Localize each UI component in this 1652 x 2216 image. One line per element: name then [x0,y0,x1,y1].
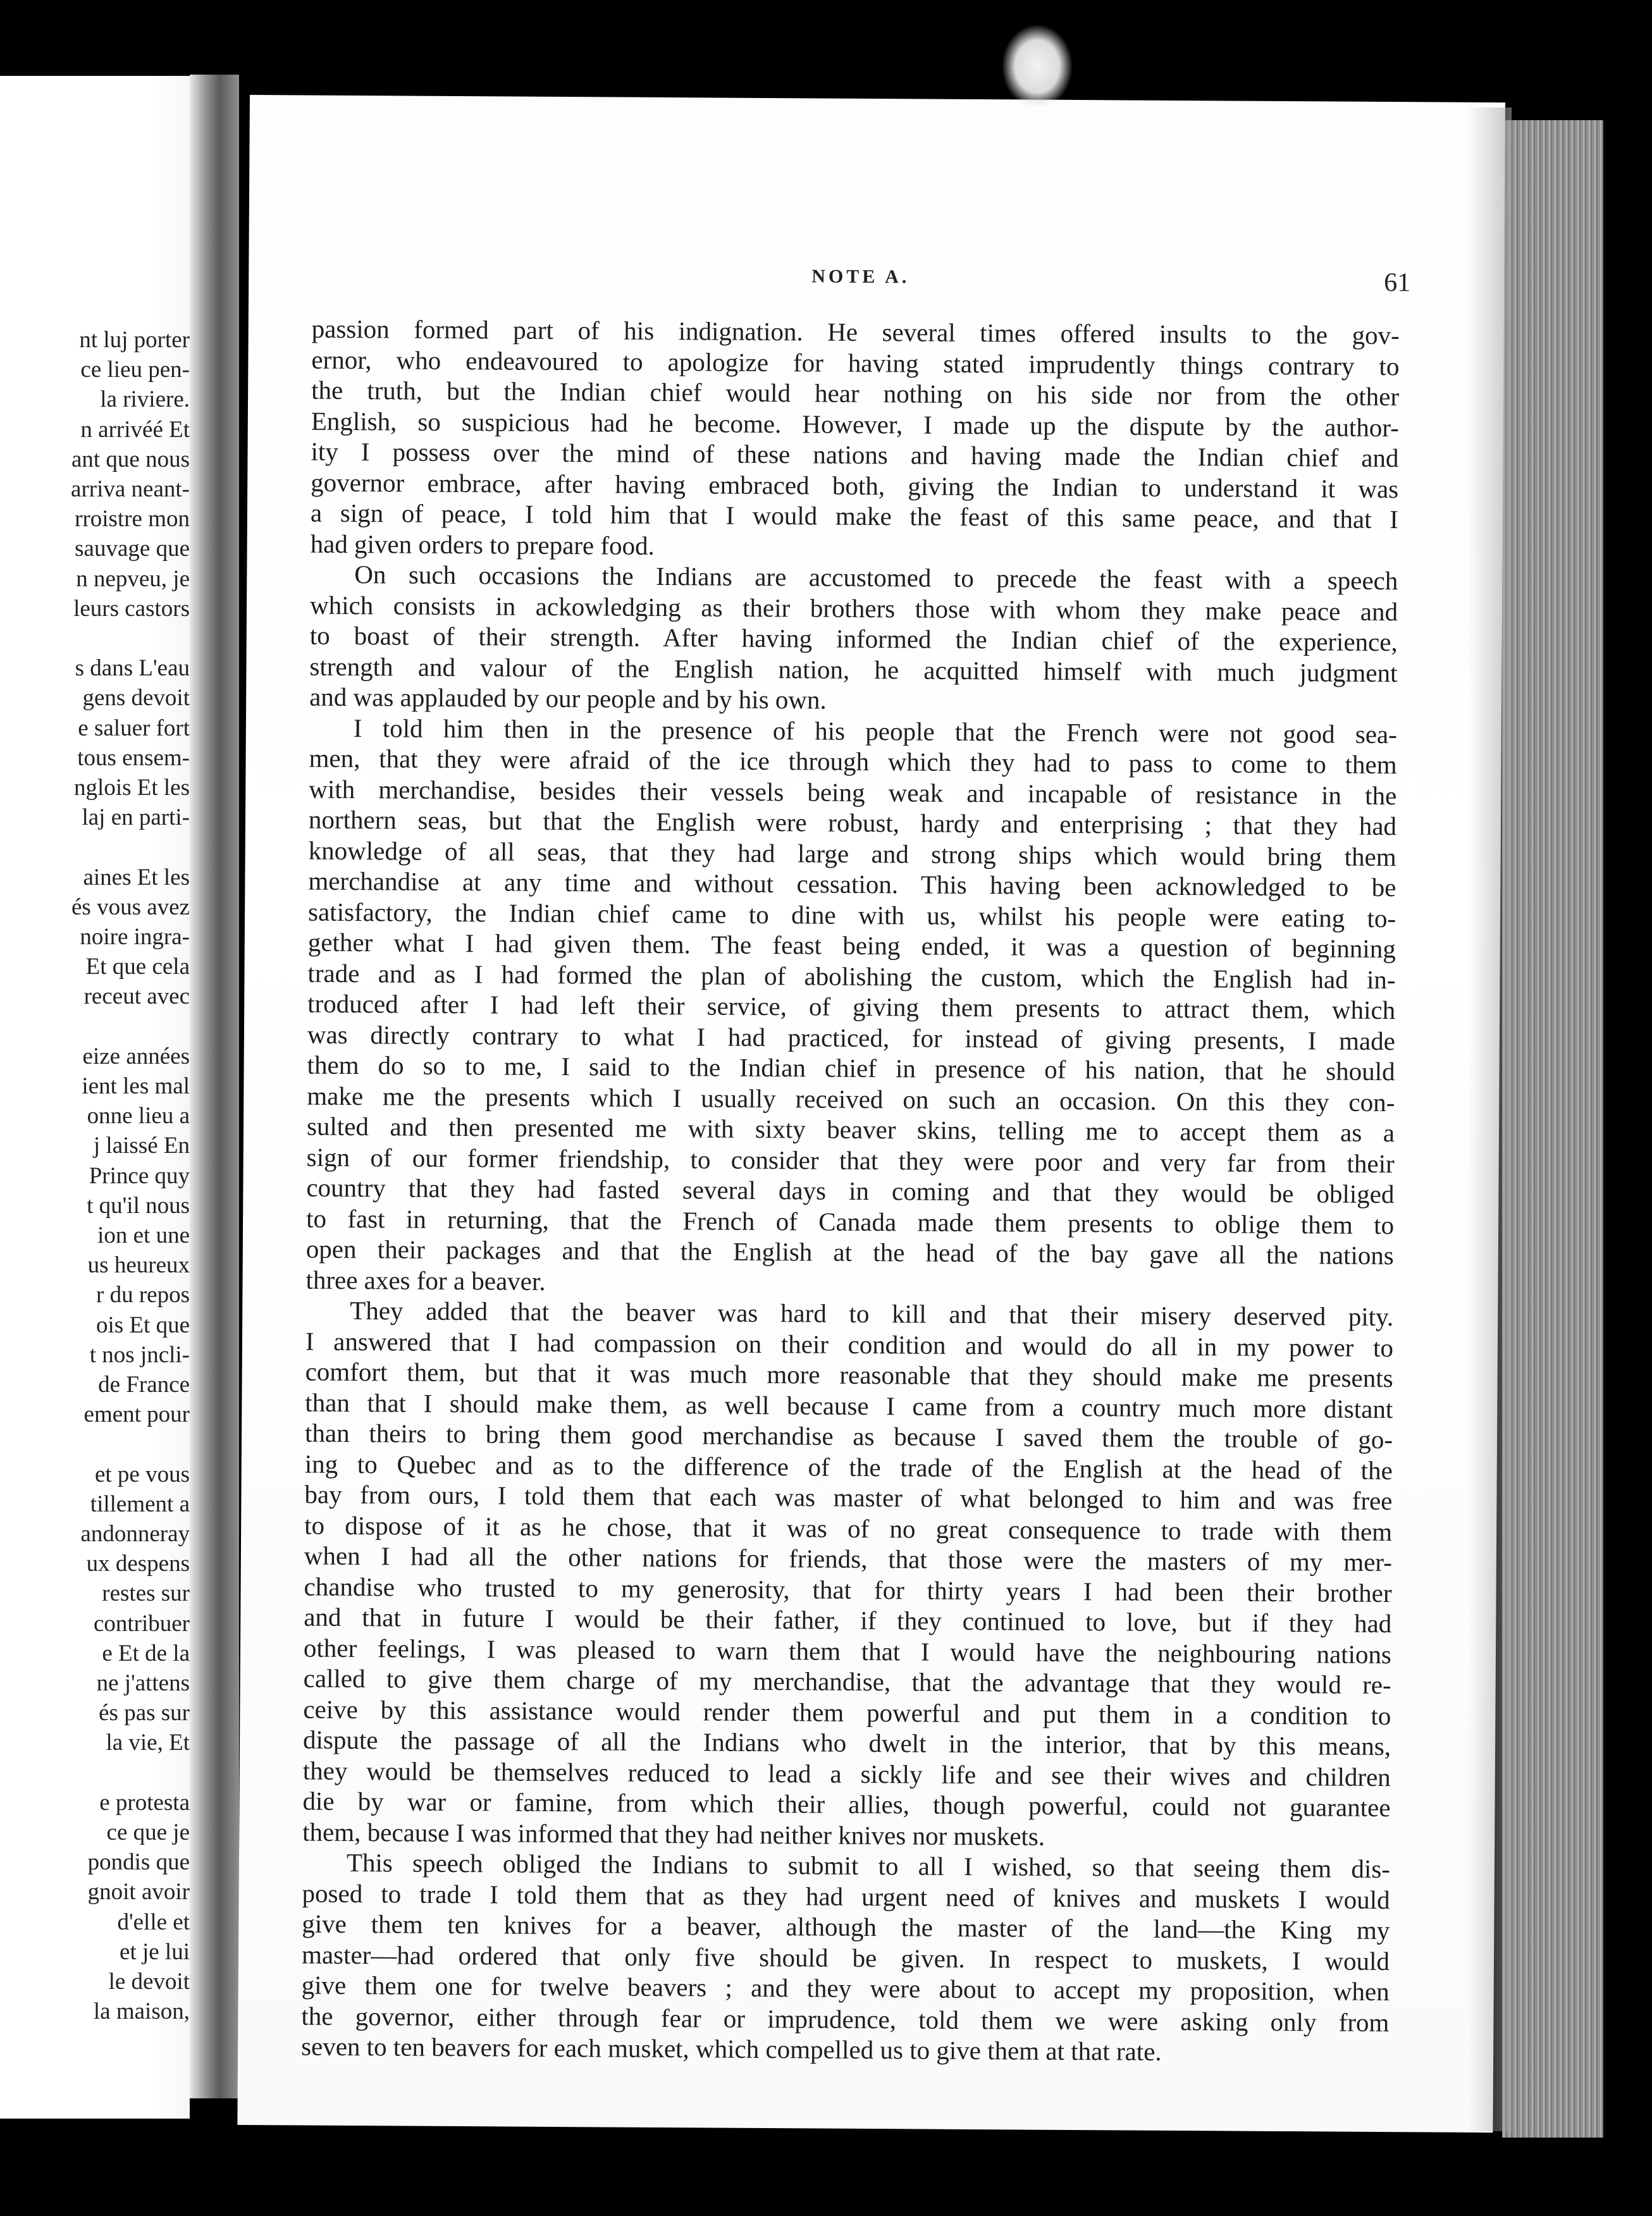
left-page-line: onne lieu a [87,1103,190,1130]
left-page-line: t qu'il nous [87,1192,190,1219]
left-page-line: la maison, [93,1998,190,2025]
text-line: knowledge of all seas, that they had large and strong ships which would bring them [308,835,1396,871]
left-page-line: Prince quy [89,1162,190,1189]
left-page-line: rroistre mon [75,506,190,532]
text-line: bay from ours, I told them that each was master of what belonged to him and was free [304,1479,1393,1516]
left-page-line: ois Et que [96,1312,190,1338]
left-page-line: r du repos [96,1282,190,1308]
page-number: 61 [1384,268,1411,298]
body-text [301,314,1400,2069]
text-line: to dispose of it as he chose, that it was of no great consequence to trade with them [304,1510,1393,1546]
text-line: comfort them, but that it was much more reasonable that they should make me presents [305,1357,1393,1393]
text-line: trade and as I had formed the plan of abolishing the custom, which the English had in- [307,958,1396,994]
text-line: other feelings, I was pleased to warn them that I would have the neighbouring nations [303,1633,1392,1669]
text-line: seven to ten beavers for each musket, which compelled us to give them at that rate. [301,2031,1162,2066]
text-line: This speech obliged the Indians to submit to all I wished, so that seeing them dis- [346,1847,1391,1884]
left-page-line: ement pour [83,1401,190,1428]
running-head: NOTE A. [811,266,910,288]
left-page-line: ne j'attens [96,1670,190,1696]
text-line: governor embrace, after having embraced both, giving the Indian to understand it was [311,467,1399,503]
text-line: three axes for a beaver. [305,1265,546,1296]
main-page [237,95,1505,2133]
left-page-line: ce que je [106,1819,190,1845]
text-line: with merchandise, besides their vessels being weak and incapable of resistance in the [309,774,1397,810]
left-page-line: nt luj porter [79,327,190,353]
text-line: strength and valour of the English nation, he acquitted himself with much judgment [309,651,1398,687]
paragraph [301,1847,1390,2069]
text-line: when I had all the other nations for friends, that those were the masters of my mer- [304,1541,1393,1577]
text-line: ity I possess over the mind of these nations and having made the Indian chief and [311,436,1399,473]
text-line: had given orders to prepare food. [310,529,655,560]
left-page-line: n nepveu, je [76,565,190,592]
left-page-line: ient les mal [82,1073,190,1099]
left-page-line: és pas sur [99,1700,190,1727]
page-stack-edge [1502,120,1603,2138]
text-line: die by war or famine, from which their allies, though powerful, could not guarantee [302,1786,1391,1823]
left-page-line: j laissé En [93,1133,190,1159]
text-line: than theirs to bring them good merchandise as because I saved them the trouble of go- [304,1418,1393,1455]
left-page-line: et je lui [120,1938,190,1965]
left-page-line: et pe vous [94,1461,190,1487]
left-page-line: sauvage que [75,536,190,562]
text-line: On such occasions the Indians are accustomed to precede the feast with a speech [354,560,1398,596]
left-page-line: nglois Et les [74,775,190,801]
text-line: give them ten knives for a beaver, although the master of the land—the King my [302,1909,1390,1945]
text-line: northern seas, but that the English were robust, hardy and enterprising ; that they had [308,804,1397,841]
text-line: ernor, who endeavoured to apologize for having stated imprudently things contrary to [311,345,1400,381]
left-page-line: receut avec [83,983,190,1010]
left-page-line: arriva neant- [71,476,190,502]
paragraph [305,712,1397,1302]
left-page-line: leurs castors [73,595,190,622]
text-line: was directly contrary to what I had practiced, for instead of giving presents, I made [307,1019,1396,1056]
text-line: I told him then in the presence of his people that the French were not good sea- [353,713,1398,749]
text-line: chandise who trusted to my generosity, that for thirty years I had been their brother [304,1572,1392,1608]
left-page-line: eize années [82,1043,190,1069]
left-page-line: és vous avez [71,894,190,920]
text-line: to boast of their strength. After having informed the Indian chief of the experience, [309,620,1398,657]
left-page-line: tillement a [90,1491,190,1517]
left-page-line: e Et de la [102,1640,190,1666]
text-line: gether what I had given them. The feast being ended, it was a question of beginning [307,927,1396,964]
text-line: and that in future I would be their father, if they continued to love, but if they had [304,1602,1392,1639]
text-line: master—had ordered that only five should be given. In respect to muskets, I would [301,1940,1390,1976]
text-line: sign of our former friendship, to consider that they were poor and very far from their [306,1142,1395,1178]
text-line: the truth, but the Indian chief would hear nothing on his side nor from the other [311,375,1400,412]
text-line: English, so suspicious had he become. However, I made up the dispute by the author- [311,406,1399,442]
paragraph [302,1295,1393,1854]
book-gutter [190,75,239,2098]
left-page-line: ux despens [86,1551,190,1577]
text-line: make me the presents which I usually received on such an occasion. On this they con- [307,1081,1395,1117]
left-page-line: n arrivéé Et [80,416,190,443]
text-line: dispute the passage of all the Indians who dwelt in the interior, that by this means, [302,1725,1391,1761]
left-page-line: laj en parti- [82,804,190,831]
page-edge-shadow [1467,108,1512,2131]
left-facing-page [0,76,190,2119]
text-line: to fast in returning, that the French of Canada made them presents to oblige them to [306,1203,1395,1240]
left-page-line: tous ensem- [77,744,190,771]
text-line: called to give them charge of my merchandise, that the advantage that they would re- [303,1663,1391,1700]
left-page-line: aines Et les [83,864,190,890]
text-line: them do so to me, I said to the Indian chief in presence of his nation, that he should [307,1050,1395,1086]
left-page-line: ant que nous [71,446,190,472]
text-line: merchandise at any time and without cessation. This having been acknowledged to be [308,866,1396,902]
text-line: a sign of peace, I told him that I would make the feast of this same peace, and that I [310,498,1399,534]
text-line: passion formed part of his indignation. He several times offered insults to the gov- [311,314,1400,350]
left-page-line: Et que cela [85,954,190,980]
left-page-line: ion et une [97,1222,190,1248]
left-page-line: gens devoit [82,685,190,711]
text-line: I answered that I had compassion on their condition and would do all in my power to [305,1326,1394,1362]
text-line: satisfactory, the Indian chief came to dine with us, whilst his people were eating to- [307,897,1396,933]
text-line: troduced after I had left their service, of giving them presents to attract them, which [307,988,1396,1025]
left-page-line: ce lieu pen- [80,357,190,383]
left-page-line: s dans L'eau [75,655,190,682]
text-line: They added that the beaver was hard to kill and that their misery deserved pity. [350,1296,1394,1332]
text-line: the governor, either through fear or imprudence, told them we were asking only from [301,2001,1390,2037]
left-page-line: andonneray [80,1521,190,1547]
left-page-line: restes sur [102,1580,190,1607]
text-line: posed to trade I told them that as they had urgent need of knives and muskets I would [302,1878,1390,1914]
left-page-line: us heureux [87,1252,190,1279]
left-page-line: e saluer fort [78,715,190,741]
paragraph [309,559,1398,719]
text-line: men, that they were afraid of the ice through which they had to pass to come to them [309,743,1397,780]
left-page-line: le devoit [108,1969,190,1995]
text-line: and was applauded by our people and by his own. [309,682,827,715]
text-line: than that I should make them, as well because I came from a country much more distant [305,1388,1393,1424]
left-page-line: la riviere. [100,386,190,413]
text-line: give them one for twelve beavers ; and they were about to accept my proposition, when [301,1970,1390,2007]
left-page-line: de France [98,1372,190,1398]
left-page-line: pondis que [87,1849,190,1876]
text-line: open their packages and that the English at the head of the bay gave all the nations [305,1234,1394,1271]
left-page-line: contribuer [93,1610,190,1637]
left-page-line: la vie, Et [106,1730,190,1756]
left-page-line: gnoit avoir [87,1879,190,1905]
text-line: which consists in ackowledging as their brothers those with whom they make peace and [309,590,1398,626]
text-line: country that they had fasted several days in coming and that they would be obliged [306,1173,1395,1209]
text-line: ceive by this assistance would render them powerful and put them in a condition to [303,1694,1391,1730]
text-line: them, because I was informed that they had neither knives nor muskets. [302,1817,1045,1851]
text-line: sulted and then presented me with sixty beaver skins, telling me to accept them as a [306,1111,1395,1148]
left-page-line: t nos jncli- [89,1341,190,1368]
paragraph [311,314,1400,565]
left-page-line: e protesta [99,1789,190,1816]
text-line: ing to Quebec and as to the difference of the trade of the English at the head of the [304,1449,1393,1485]
left-page-line: d'elle et [117,1909,190,1935]
text-line: they would be themselves reduced to lead a sickly life and see their wives and children [302,1756,1391,1792]
film-scratch-mark [1002,25,1072,108]
left-page-line: noire ingra- [80,924,190,950]
